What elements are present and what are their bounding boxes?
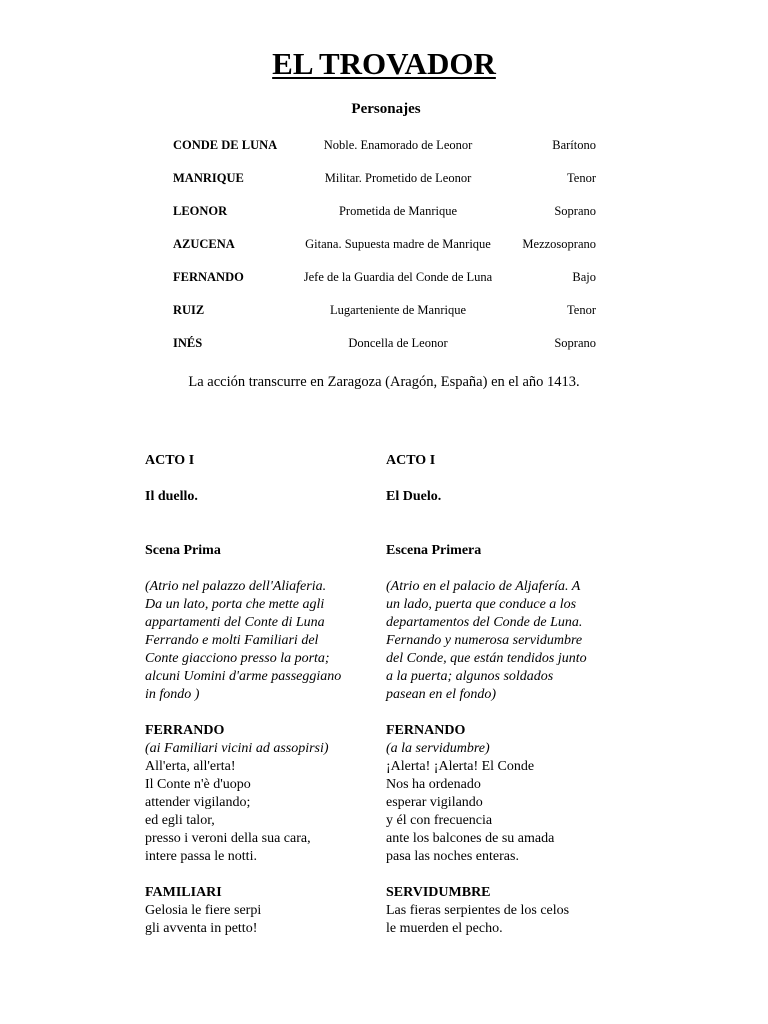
stage-direction-line: Fernando y numerosa servidumbre bbox=[386, 633, 583, 648]
cast-name: FERNANDO bbox=[173, 270, 244, 284]
stage-direction-line: departamentos del Conde de Luna. bbox=[386, 615, 583, 630]
verse-line: ed egli talor, bbox=[145, 813, 215, 828]
stage-direction-line: Da un lato, porta che mette agli bbox=[145, 597, 325, 612]
verse-line: All'erta, all'erta! bbox=[145, 759, 236, 774]
speaker-name: SERVIDUMBRE bbox=[386, 885, 491, 900]
cast-row bbox=[173, 138, 596, 171]
cast-voice: Barítono bbox=[552, 138, 596, 152]
scene-heading: Scena Prima bbox=[145, 543, 221, 558]
cast-description: Noble. Enamorado de Leonor bbox=[323, 138, 473, 152]
stage-direction-line: pasean en el fondo) bbox=[386, 687, 497, 702]
verse-line: Las fieras serpientes de los celos bbox=[386, 903, 570, 918]
stage-direction-line: Conte giacciono presso la porta; bbox=[145, 651, 330, 666]
cast-row bbox=[173, 171, 596, 204]
stage-direction bbox=[386, 578, 616, 704]
speaker-name: FERRANDO bbox=[145, 723, 225, 738]
verse-line: y él con frecuencia bbox=[386, 813, 493, 828]
verse-block bbox=[386, 902, 616, 938]
verse-line: attender vigilando; bbox=[145, 795, 251, 810]
cast-voice: Soprano bbox=[554, 336, 596, 350]
cast-name: AZUCENA bbox=[173, 237, 235, 251]
verse-block bbox=[145, 902, 370, 938]
stage-direction-line: del Conde, que están tendidos junto bbox=[386, 651, 587, 666]
verse-line: pasa las noches enteras. bbox=[386, 849, 519, 864]
verse-line: Nos ha ordenado bbox=[386, 777, 481, 792]
stage-direction bbox=[145, 578, 370, 704]
verse-line: Il Conte n'è d'uopo bbox=[145, 777, 251, 792]
cast-voice: Soprano bbox=[554, 204, 596, 218]
verse-line: Gelosia le fiere serpi bbox=[145, 903, 262, 918]
stage-direction-line: in fondo ) bbox=[145, 687, 200, 702]
stage-direction-line: appartamenti del Conte di Luna bbox=[145, 615, 325, 630]
verse-line: intere passa le notti. bbox=[145, 849, 257, 864]
verse-block bbox=[145, 758, 370, 866]
speaker-name: FERNANDO bbox=[386, 723, 466, 738]
stage-direction-line: un lado, puerta que conduce a los bbox=[386, 597, 577, 612]
act-heading: ACTO I bbox=[386, 453, 436, 468]
cast-list bbox=[173, 138, 596, 369]
cast-description: Gitana. Supuesta madre de Manrique bbox=[305, 237, 491, 251]
stage-direction-line: (Atrio nel palazzo dell'Aliaferia. bbox=[145, 579, 327, 594]
verse-line: presso i veroni della sua cara, bbox=[145, 831, 311, 846]
cast-name: MANRIQUE bbox=[173, 171, 244, 185]
stage-direction-line: a la puerta; algunos soldados bbox=[386, 669, 554, 684]
speaker-direction: (ai Familiari vicini ad assopirsi) bbox=[145, 741, 329, 756]
cast-name: CONDE DE LUNA bbox=[173, 138, 278, 152]
stage-direction-line: alcuni Uomini d'arme passeggiano bbox=[145, 669, 342, 684]
verse-line: le muerden el pecho. bbox=[386, 921, 503, 936]
cast-name: RUIZ bbox=[173, 303, 205, 317]
act-title: El Duelo. bbox=[386, 489, 442, 504]
act-heading: ACTO I bbox=[145, 453, 195, 468]
cast-voice: Bajo bbox=[572, 270, 596, 284]
stage-direction-line: Ferrando e molti Familiari del bbox=[145, 633, 319, 648]
cast-voice: Tenor bbox=[567, 171, 596, 185]
cast-row bbox=[173, 303, 596, 336]
cast-description: Prometida de Manrique bbox=[338, 204, 458, 218]
cast-row bbox=[173, 270, 596, 303]
speaker-name: FAMILIARI bbox=[145, 885, 222, 900]
cast-row bbox=[173, 336, 596, 369]
speaker-direction: (a la servidumbre) bbox=[386, 741, 490, 756]
italian-column bbox=[145, 452, 370, 938]
scene-heading: Escena Primera bbox=[386, 543, 482, 558]
verse-block bbox=[386, 758, 616, 866]
cast-row bbox=[173, 237, 596, 270]
document-title: EL TROVADOR bbox=[272, 46, 496, 81]
cast-description: Militar. Prometido de Leonor bbox=[324, 171, 472, 185]
cast-voice: Tenor bbox=[567, 303, 596, 317]
spanish-column bbox=[386, 452, 616, 938]
verse-line: ¡Alerta! ¡Alerta! El Conde bbox=[386, 759, 535, 774]
characters-heading: Personajes bbox=[351, 101, 421, 117]
verse-line: esperar vigilando bbox=[386, 795, 483, 810]
verse-line: gli avventa in petto! bbox=[145, 921, 258, 936]
act-title: Il duello. bbox=[145, 489, 198, 504]
cast-row bbox=[173, 204, 596, 237]
setting-note: La acción transcurre en Zaragoza (Aragón, España) en el año 1413. bbox=[188, 374, 580, 390]
cast-voice: Mezzosoprano bbox=[522, 237, 596, 251]
stage-direction-line: (Atrio en el palacio de Aljafería. A bbox=[386, 579, 581, 594]
cast-name: LEONOR bbox=[173, 204, 228, 218]
cast-name: INÉS bbox=[173, 336, 203, 350]
verse-line: ante los balcones de su amada bbox=[386, 831, 555, 846]
cast-description: Jefe de la Guardia del Conde de Luna bbox=[303, 270, 493, 284]
cast-description: Lugarteniente de Manrique bbox=[329, 303, 467, 317]
cast-description: Doncella de Leonor bbox=[348, 336, 448, 350]
